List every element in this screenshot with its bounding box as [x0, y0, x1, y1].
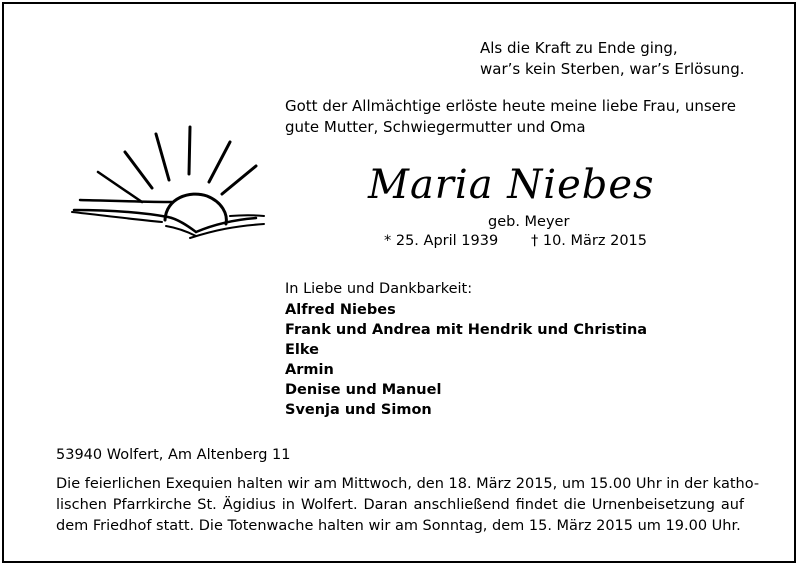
service-text — [56, 474, 760, 537]
mourner-name: Alfred Niebes — [285, 302, 396, 318]
intro-line: gute Mutter, Schwiegermutter und Oma — [285, 118, 586, 136]
mourners-intro: In Liebe und Dankbarkeit: — [285, 281, 473, 297]
service-line: Die feierlichen Exequien halten wir am Mittwoch, den 18. März 2015, um 15.00 Uhr in der katho- — [56, 476, 760, 492]
motto — [480, 38, 744, 80]
motto-line: war’s kein Sterben, war’s Erlösung. — [480, 60, 745, 78]
mourner-name: Elke — [285, 342, 319, 358]
life-dates — [384, 231, 648, 251]
mourner-name: Armin — [285, 362, 334, 378]
service-line: dem Friedhof statt. Die Totenwache halten wir am Sonntag, dem 15. März 2015 um 19.00 Uhr. — [56, 518, 741, 534]
service-line: lischen Pfarrkirche St. Ägidius in Wolfert. Daran anschließend findet die Urnenbeisetzung auf — [56, 497, 744, 513]
sunset-icon — [70, 122, 270, 242]
mourner-name: Frank und Andrea mit Hendrik und Christina — [285, 322, 648, 338]
maiden-name: geb. Meyer — [488, 214, 570, 230]
mourner-name: Denise und Manuel — [285, 382, 442, 398]
mourner-list — [285, 300, 647, 420]
intro-text — [285, 96, 736, 138]
mourner-name: Svenja und Simon — [285, 402, 432, 418]
deceased-name: Maria Niebes — [368, 162, 655, 208]
death-date: † 10. März 2015 — [531, 233, 648, 249]
intro-line: Gott der Allmächtige erlöste heute meine liebe Frau, unsere — [285, 97, 736, 115]
address: 53940 Wolfert, Am Altenberg 11 — [56, 447, 291, 463]
motto-line: Als die Kraft zu Ende ging, — [480, 39, 678, 57]
birth-date: * 25. April 1939 — [384, 233, 499, 249]
